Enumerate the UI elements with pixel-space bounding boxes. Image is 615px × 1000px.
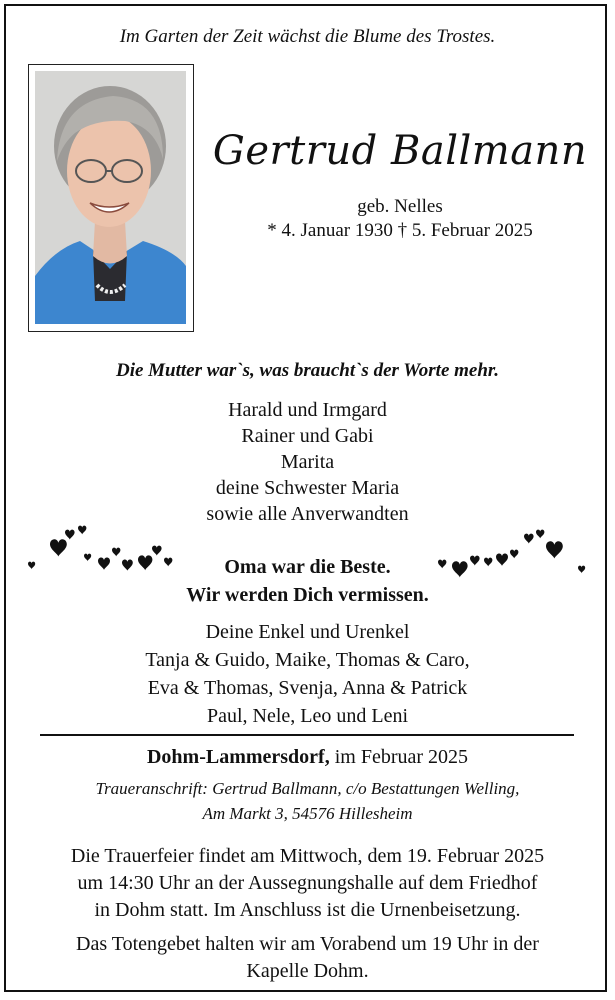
divider	[40, 734, 574, 736]
rosary-info	[10, 931, 605, 985]
address-line: Am Markt 3, 54576 Hillesheim	[202, 804, 413, 823]
rosary-line: Das Totengebet halten wir am Vorabend um 19 Uhr in der	[76, 933, 539, 955]
family-line: Harald und Irmgard	[228, 399, 387, 421]
deceased-name: Gertrud Ballmann	[212, 128, 588, 174]
quote: Die Mutter war`s, was braucht`s der Worte mehr.	[115, 360, 500, 381]
grandchildren-line: Paul, Nele, Leo und Leni	[206, 705, 409, 727]
family-line: deine Schwester Maria	[215, 477, 400, 499]
portrait-illustration	[35, 71, 186, 324]
ceremony-line: Die Trauerfeier findet am Mittwoch, dem 19. Februar 2025	[70, 845, 545, 867]
place-date	[0, 746, 615, 769]
oma-line: Wir werden Dich vermissen.	[186, 584, 429, 606]
family-line: Rainer und Gabi	[241, 425, 374, 447]
portrait-photo	[35, 71, 186, 324]
family-line: Marita	[280, 451, 335, 473]
grandchildren-line: Deine Enkel und Urenkel	[205, 621, 410, 643]
motto: Im Garten der Zeit wächst die Blume des Trostes.	[119, 26, 496, 47]
portrait-photo-frame	[28, 64, 194, 332]
rosary-line: Kapelle Dohm.	[246, 960, 369, 982]
funeral-ceremony-info	[10, 843, 605, 924]
place-town: Dohm-Lammersdorf,	[146, 746, 330, 768]
grandchildren-line: Tanja & Guido, Maike, Thomas & Caro,	[145, 649, 470, 671]
ceremony-line: in Dohm statt. Im Anschluss ist die Urnenbeisetzung.	[94, 899, 521, 921]
grandchildren-line: Eva & Thomas, Svenja, Anna & Patrick	[147, 677, 468, 699]
maiden-name: geb. Nelles	[357, 196, 443, 217]
mourning-address	[0, 776, 615, 826]
family-list	[0, 397, 615, 527]
grandchildren-list	[0, 618, 615, 730]
oma-tribute	[0, 553, 615, 609]
ceremony-line: um 14:30 Uhr an der Aussegnungshalle auf dem Friedhof	[77, 872, 538, 894]
family-line: sowie alle Anverwandten	[206, 503, 409, 525]
place-date-text: im Februar 2025	[329, 746, 469, 768]
life-dates: * 4. Januar 1930 † 5. Februar 2025	[267, 220, 533, 241]
oma-line: Oma war die Beste.	[224, 556, 391, 578]
address-line: Traueranschrift: Gertrud Ballmann, c/o Bestattungen Welling,	[95, 779, 520, 798]
